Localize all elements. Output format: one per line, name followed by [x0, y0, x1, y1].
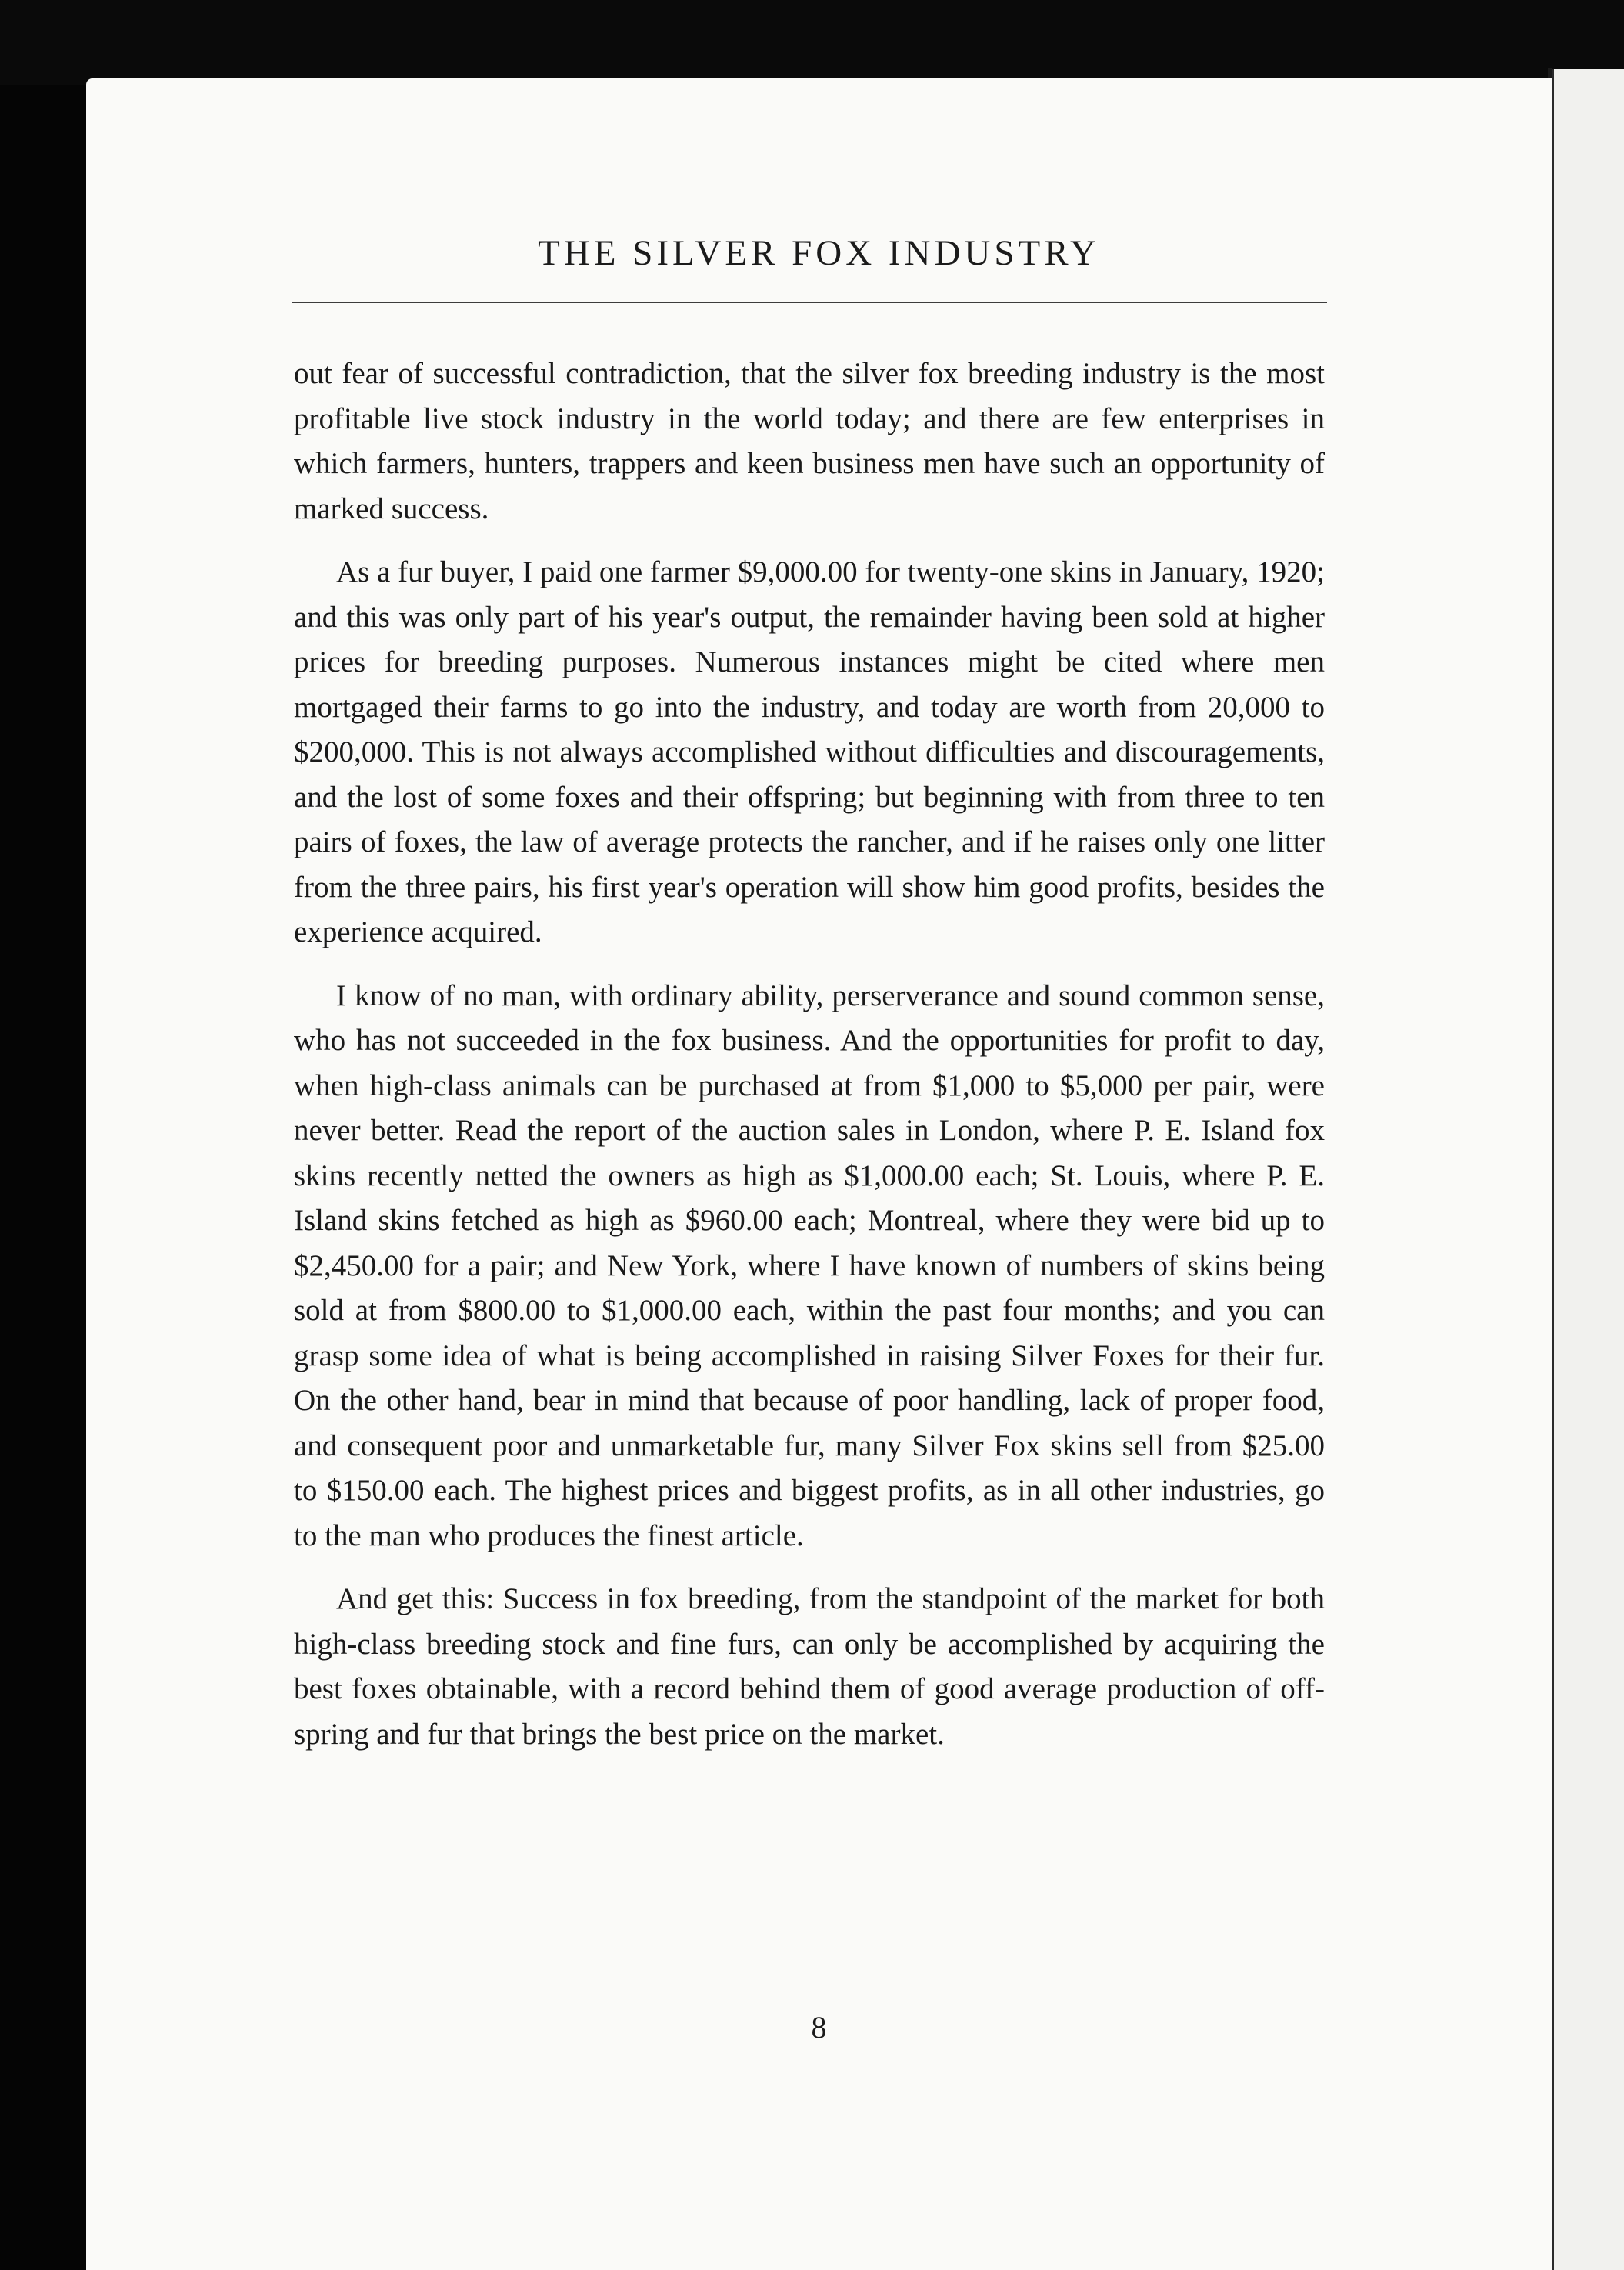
paragraph-2: As a fur buyer, I paid one farmer $9,000.00 for twenty-one skins in January, 1920; and this was only part of his year's output, the remainder having been sold at higher prices for breeding purposes. Numerous instances might be cited where men mortgaged their farms to go into the industry, and today are worth from 20,000 to $200,000. This is not always accomplished without difficulties and discouragements, and the lost of some foxes and their offspring; but beginning with from three to ten pairs of foxes, the law of average protects the rancher, and if he raises only one litter from the three pairs, his first year's operation will show him good profits, besides the experience acquired.: [294, 555, 1325, 948]
running-title: THE SILVER FOX INDUSTRY: [538, 233, 1100, 273]
paragraph-4: And get this: Success in fox breeding, from the standpoint of the market for both high-class breeding stock and fine furs, can only be accomplished by acquiring the best foxes obtainable, with a record behind them of good average production of off-spring and fur that brings the best price on the market.: [294, 1582, 1325, 1751]
paragraph-3: I know of no man, with ordinary ability, perserverance and sound common sense, who has not succeeded in the fox business. And the opportunities for profit to day, when high-class animals can be purchased at from $1,000 to $5,000 per pair, were never better. Read the report of the auction sales in London, where P. E. Island fox skins recently netted the owners as high as $1,000.00 each; St. Louis, where P. E. Island skins fetched as high as $960.00 each; Montreal, where they were bid up to $2,450.00 for a pair; and New York, where I have known of numbers of skins being sold at from $800.00 to $1,000.00 each, within the past four months; and you can grasp some idea of what is being accomplished in raising Silver Foxes for their fur. On the other hand, bear in mind that because of poor handling, lack of proper food, and consequent poor and unmarketable fur, many Silver Fox skins sell from $25.00 to $150.00 each. The highest prices and biggest profits, as in all other industries, go to the man who produces the finest article.: [294, 978, 1325, 1552]
page-number: 8: [811, 2010, 827, 2045]
body-text: [294, 352, 1325, 1775]
header-rule: [292, 302, 1327, 303]
paragraph-1: out fear of successful contradiction, that the silver fox breeding industry is the most profitable live stock industry in the world today; and there are few enterprises in which farmers, hunters, trappers and keen business men have such an opportunity of marked success.: [294, 357, 1325, 525]
book-page: [86, 78, 1552, 2270]
facing-page-edge: [1552, 69, 1624, 2270]
scan-background-top: [0, 0, 1624, 85]
